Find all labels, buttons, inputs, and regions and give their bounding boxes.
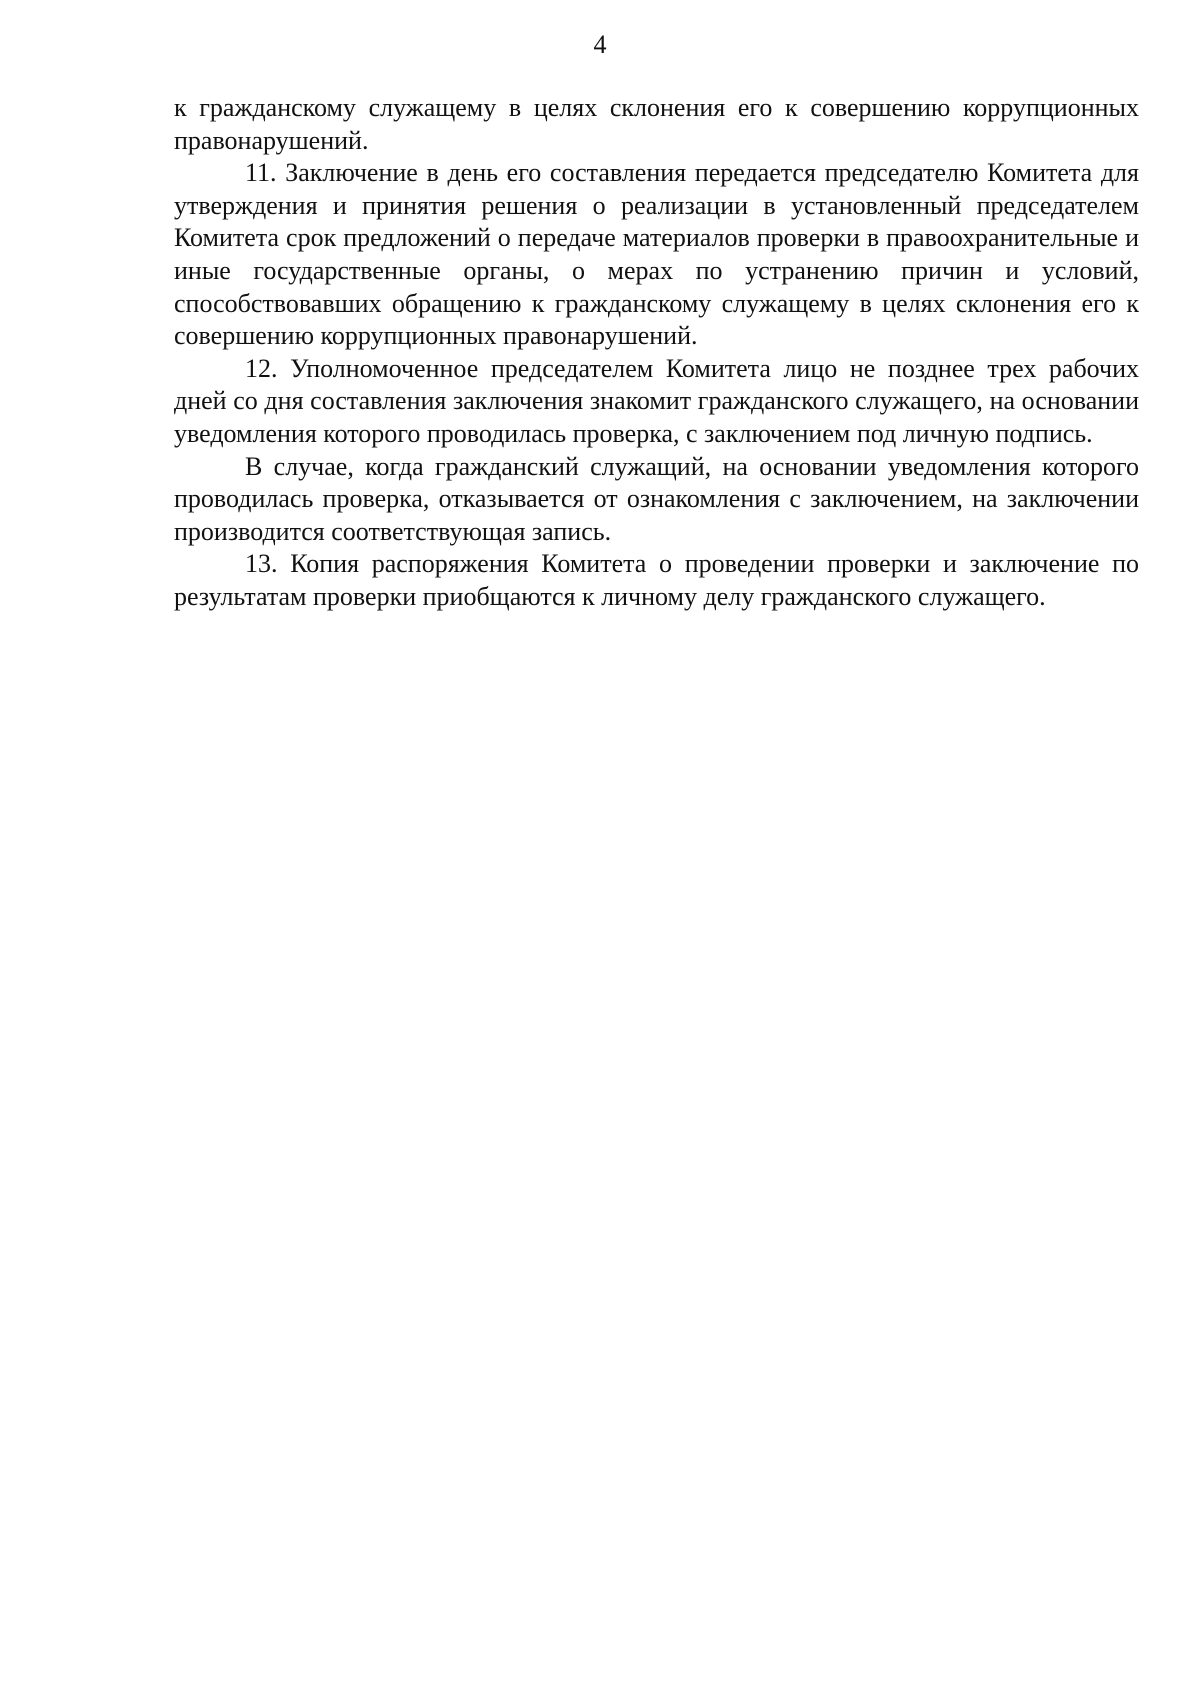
page-number: 4 [593, 30, 607, 59]
document-body [174, 92, 1139, 614]
paragraph-item-13: 13. Копия распоряжения Комитета о проведении проверки и заключение по результатам проверки приобщаются к личному делу гражданского служащего. [174, 549, 1139, 611]
paragraph-item-11: 11. Заключение в день его составления передается председателю Комитета для утверждения и принятия решения о реализации в установленный председателем Комитета срок предложений о передаче материалов проверки в правоохранительные и иные государственные органы, о мерах по устранению причин и условий, способствовавших обращению к гражданскому служащему в целях склонения его к совершению коррупционных правонарушений. [174, 158, 1139, 351]
paragraph-item-12: 12. Уполномоченное председателем Комитета лицо не позднее трех рабочих дней со дня составления заключения знакомит гражданского служащего, на основании уведомления которого проводилась проверка, с заключением под личную подпись. [174, 353, 1139, 448]
paragraph-item-12-refusal: В случае, когда гражданский служащий, на основании уведомления которого проводилась проверка, отказывается от ознакомления с заключением, на заключении производится соответствующая запись. [174, 451, 1139, 546]
paragraph-continuation: к гражданскому служащему в целях склонения его к совершению коррупционных правонарушений. [174, 93, 1139, 155]
